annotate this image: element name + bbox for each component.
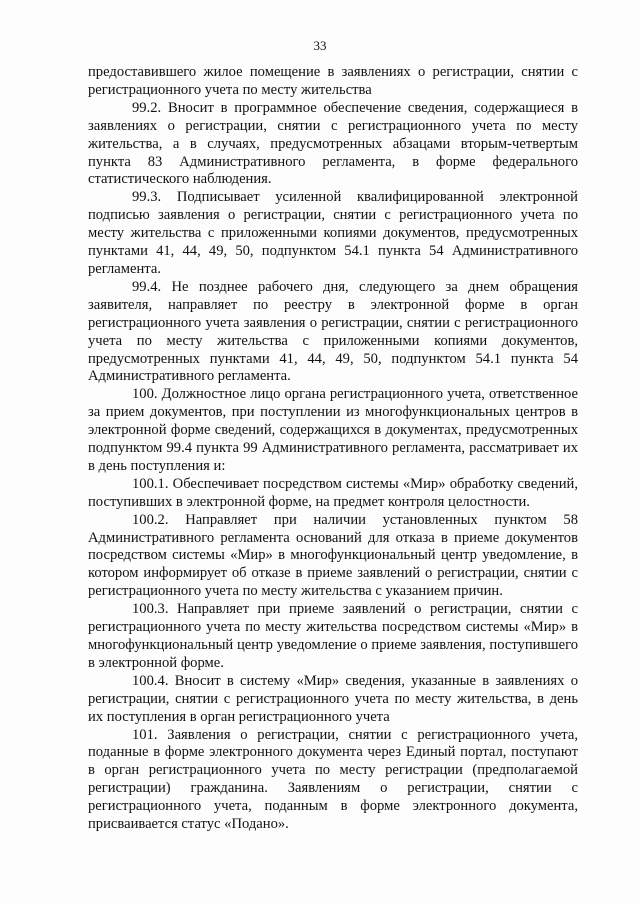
paragraph-99-4: 99.4. Не позднее рабочего дня, следующего за днем обращения заявителя, направляет по реестру в электронной форме в орган регистрационного учета заявления о регистрации, снятии с регистрационного учета по месту жительства с приложенными копиями документов, предусмотренных пунктами 41, 44, 49, 50, подпунктом 54.1 пункта 54 Административного регламента. xyxy=(88,278,578,385)
paragraph-101: 101. Заявления о регистрации, снятии с регистрационного учета, поданные в форме электронного документа через Единый портал, поступают в орган регистрационного учета по месту регистрации (предполагаемой регистрации) гражданина. Заявлениям о регистрации, снятии с регистрационного учета, поданным в форме электронного документа, присваивается статус «Подано». xyxy=(88,726,578,833)
paragraph-100-2: 100.2. Направляет при наличии установленных пунктом 58 Административного регламента оснований для отказа в приеме документов посредством системы «Мир» в многофункциональный центр уведомление, в котором информирует об отказе в приеме заявлений о регистрации, снятии с регистрационного учета по месту жительства с указанием причин. xyxy=(88,511,578,600)
paragraph-continuation: предоставившего жилое помещение в заявлениях о регистрации, снятии с регистрационного учета по месту жительства xyxy=(88,64,578,98)
paragraph-100-3: 100.3. Направляет при приеме заявлений о регистрации, снятии с регистрационного учета по месту жительства посредством системы «Мир» в многофункциональный центр уведомление о приеме заявления, поступившего в электронной форме. xyxy=(88,601,578,671)
paragraph-100: 100. Должностное лицо органа регистрационного учета, ответственное за прием документов, при поступлении из многофункциональных центров в электронной форме сведений, содержащихся в документах, предусмотренных подпунктом 99.4 пункта 99 Административного регламента, рассматривает их в день поступления и: xyxy=(88,386,578,474)
paragraph-99-2: 99.2. Вносит в программное обеспечение сведения, содержащиеся в заявлениях о регистрации, снятии с регистрационного учета по месту жительства, а в случаях, предусмотренных абзацами вторым-четвертым пункта 83 Административного регламента, в форме федерального статистического наблюдения. xyxy=(88,99,578,188)
paragraph-100-4: 100.4. Вносит в систему «Мир» сведения, указанные в заявлениях о регистрации, снятии с регистрационного учета по месту жительства, в день их поступления в орган регистрационного учета xyxy=(88,672,578,725)
paragraph-100-1: 100.1. Обеспечивает посредством системы «Мир» обработку сведений, поступивших в электронной форме, на предмет контроля целостности. xyxy=(88,475,578,510)
page-number: 33 xyxy=(313,38,327,53)
paragraph-99-3: 99.3. Подписывает усиленной квалифицированной электронной подписью заявления о регистрации, снятии с регистрационного учета по месту жительства с приложенными копиями документов, предусмотренных пунктами 41, 44, 49, 50, подпунктом 54.1 пункта 54 Административного регламента. xyxy=(88,189,578,277)
document-body xyxy=(88,64,578,834)
